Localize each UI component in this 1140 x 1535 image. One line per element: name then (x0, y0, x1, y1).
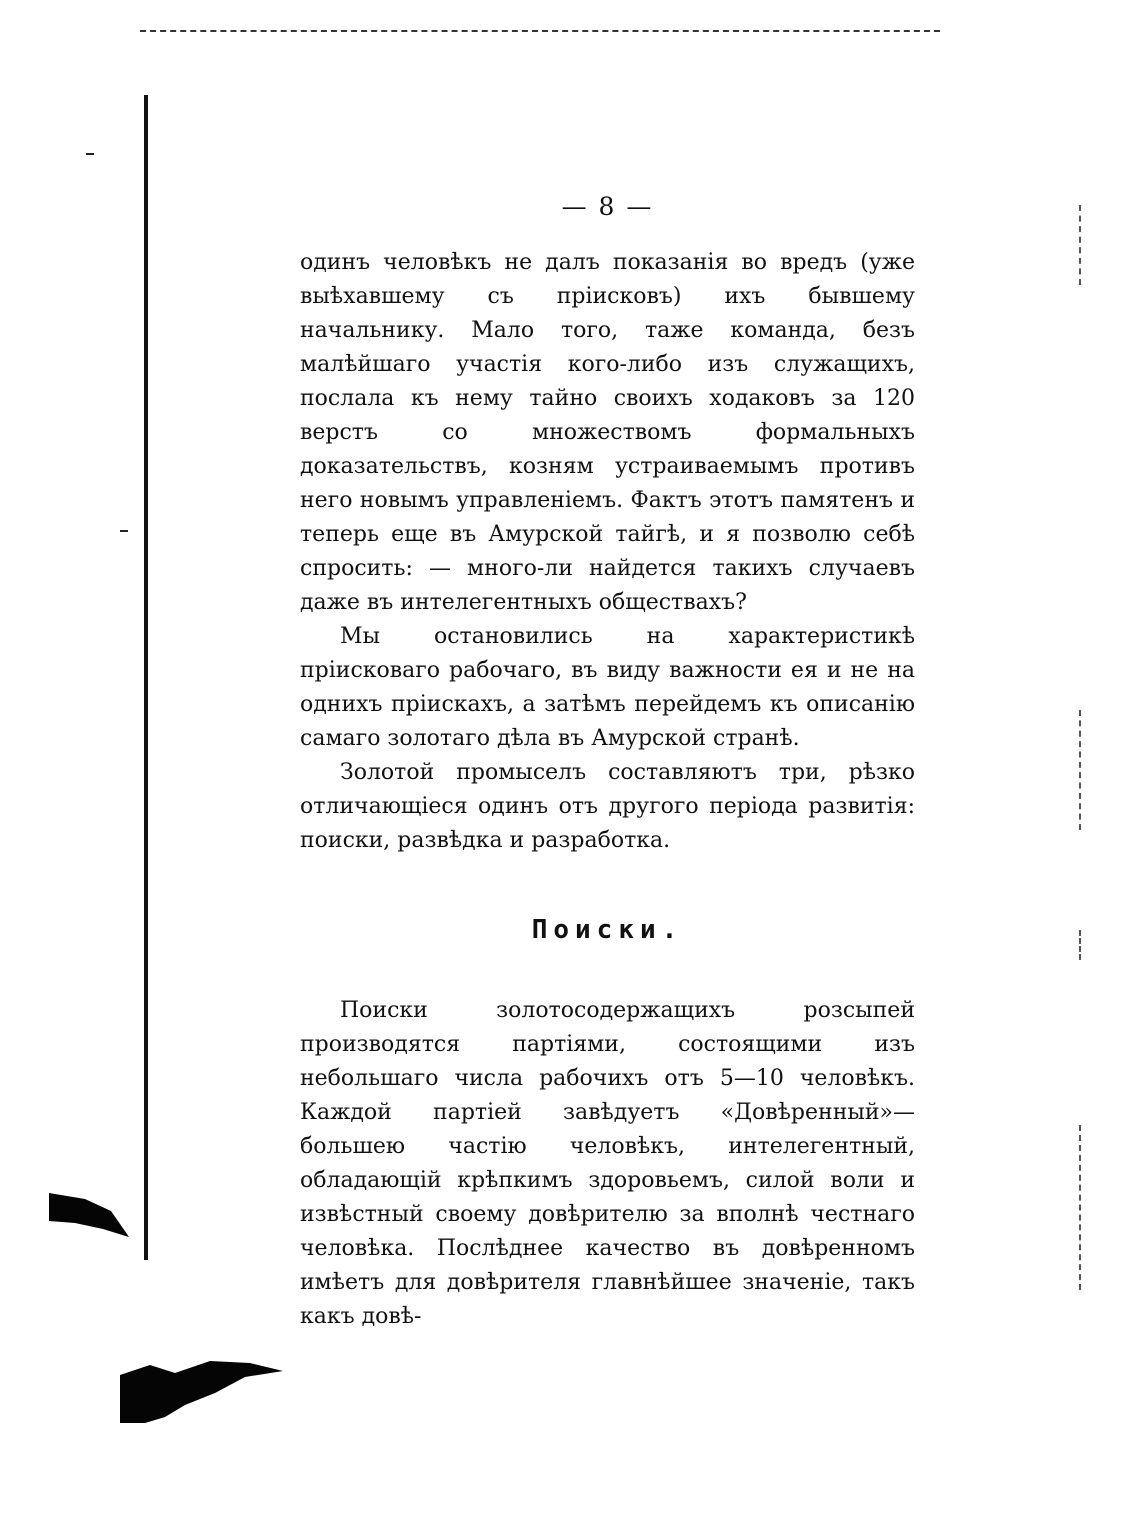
body-text-bottom (300, 994, 915, 1334)
scan-edge-line (140, 30, 940, 32)
scan-speck (86, 153, 94, 155)
paragraph: Золотой промыселъ составляютъ три, рѣзко отличающіеся одинъ отъ другого періода развитія: поиски, развѣдка и разработка. (300, 760, 915, 853)
scan-blot (115, 1355, 290, 1430)
paragraph: одинъ человѣкъ не далъ показанія во вредъ (уже выѣхавшему съ пріисковъ) ихъ бывшему начальнику. Мало того, таже команда, безъ малѣйшаго участія кого-либо изъ служащихъ, послала къ нему тайно своихъ ходаковъ за 120 верстъ со множествомъ формальныхъ доказательствъ, козням устраиваемымъ противъ него новымъ управленіемъ. Фактъ этотъ памятенъ и теперь еще въ Амурской тайгѣ, и я позволю себѣ спросить: — много-ли найдется такихъ случаевъ даже въ интелегентныхъ обществахъ? (300, 250, 915, 615)
page-edge-dash (1079, 1125, 1081, 1290)
section-heading: Поиски. (531, 915, 684, 945)
binding-edge-line (144, 95, 148, 1260)
paragraph: Поиски золотосодержащихъ розсыпей производятся партіями, состоящими изъ небольшаго числа рабочихъ отъ 5—10 человѣкъ. Каждой партіей завѣдуетъ «Довѣренный»—большею частію человѣкъ, интелегентный, обладающій крѣпкимъ здоровьемъ, силой воли и извѣстный своему довѣрителю за вполнѣ честнаго человѣка. Послѣднее качество въ довѣренномъ имѣетъ для довѣрителя главнѣйшее значеніе, такъ какъ довѣ- (300, 998, 915, 1329)
body-text-top (300, 246, 915, 858)
page-edge-dash (1079, 710, 1081, 830)
scan-blot (45, 1185, 135, 1245)
scan-speck (120, 530, 128, 532)
page-edge-dash (1079, 205, 1081, 285)
page-number: — 8 — (561, 192, 654, 221)
paragraph: Мы остановились на характеристикѣ пріисковаго рабочаго, въ виду важности ея и не на однихъ пріискахъ, а затѣмъ перейдемъ къ описанію самаго золотаго дѣла въ Амурской странѣ. (300, 624, 915, 751)
page-edge-dash (1079, 930, 1081, 960)
